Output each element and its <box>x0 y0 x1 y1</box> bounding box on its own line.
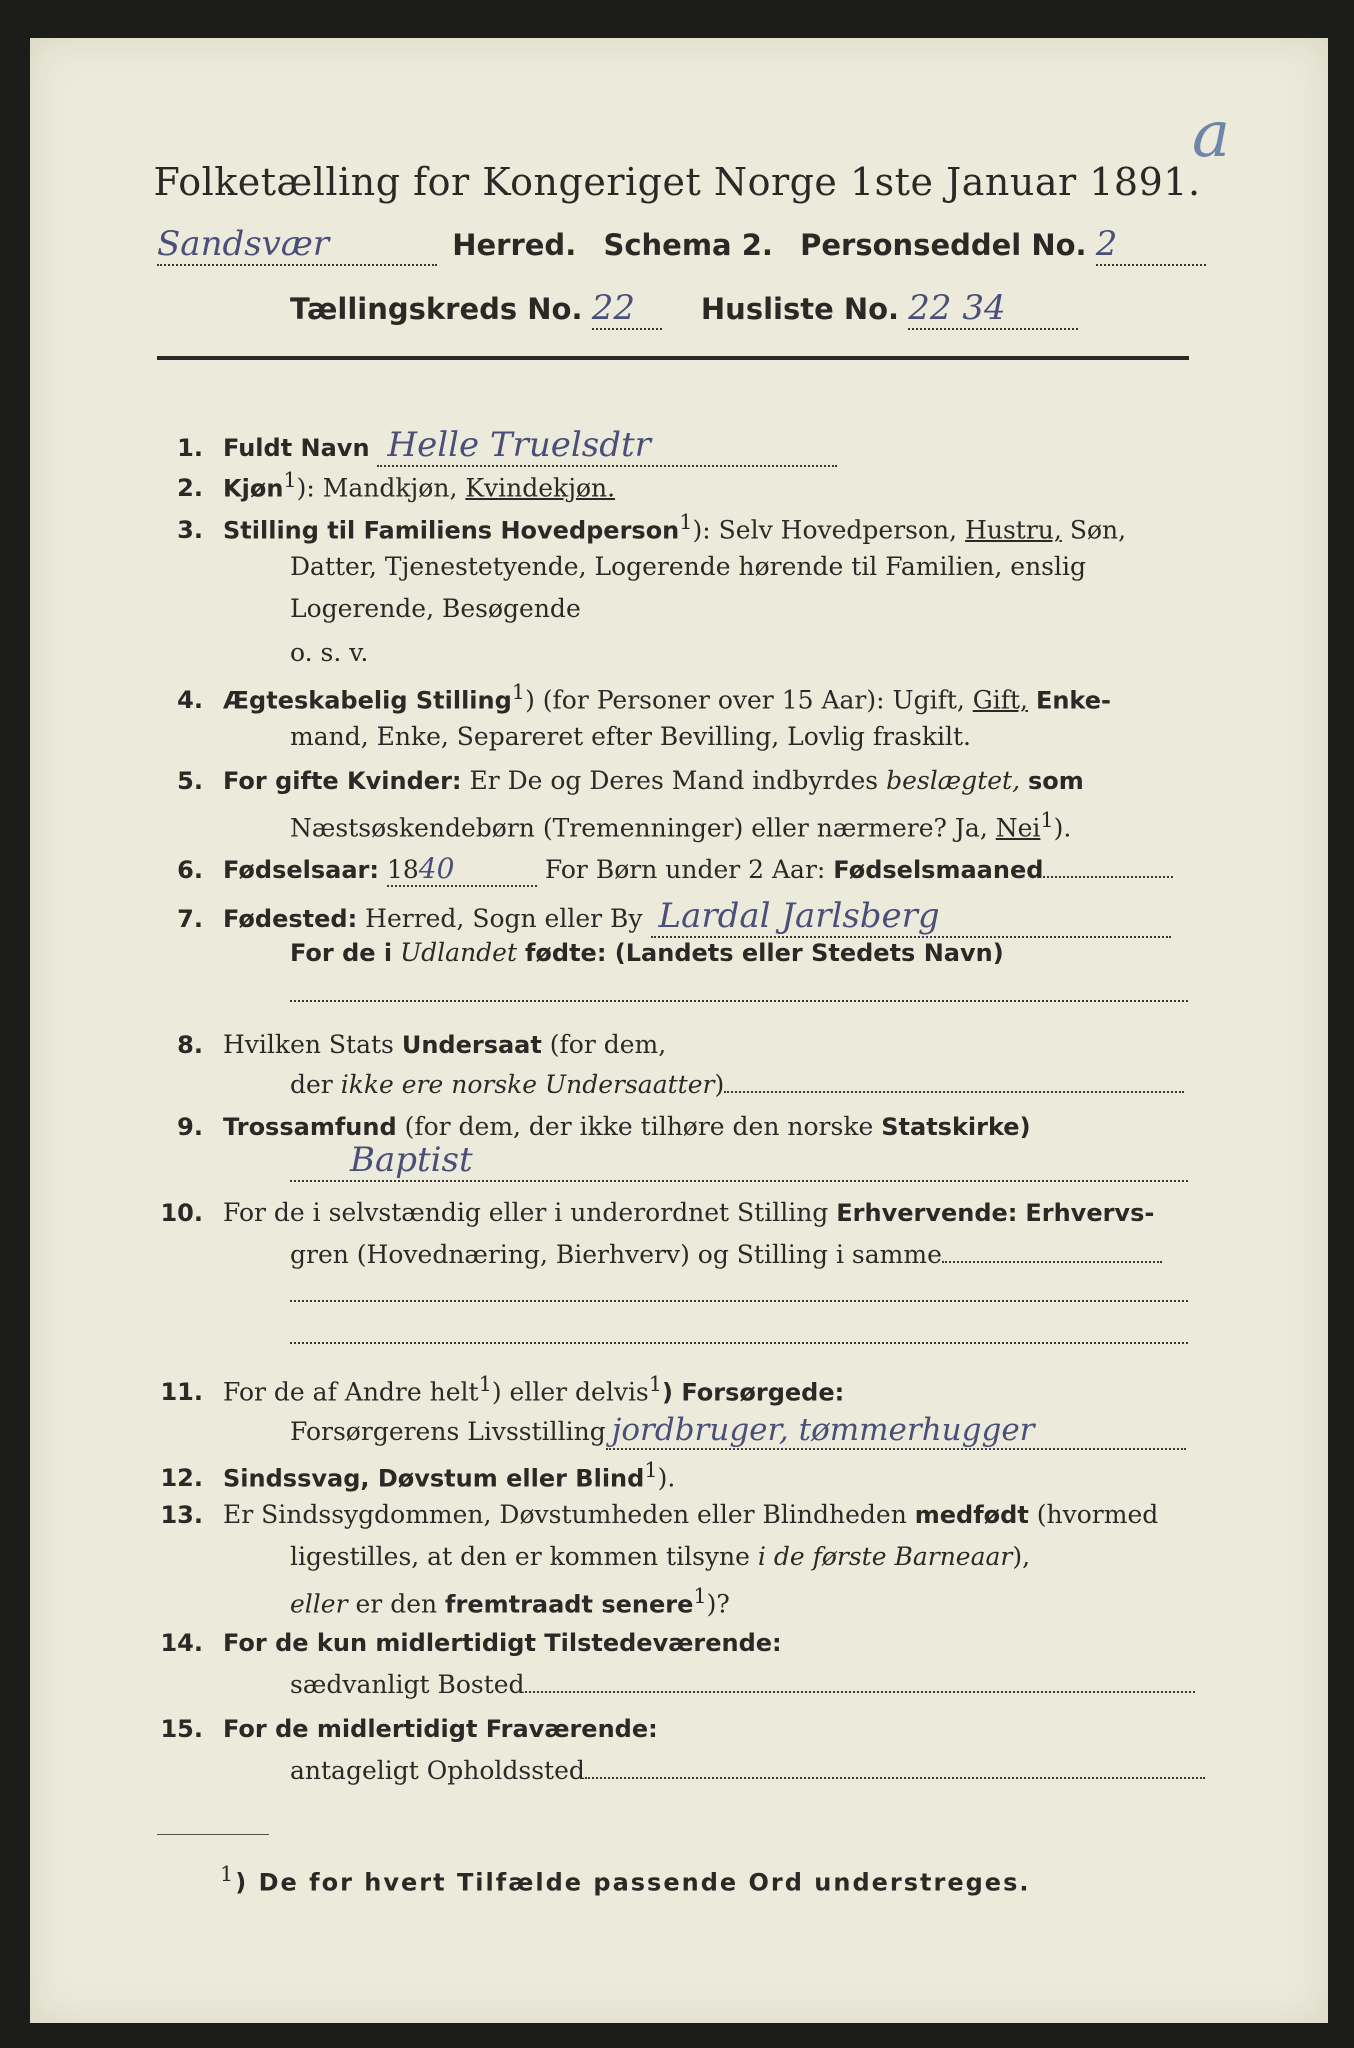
q5-text: Er De og Deres Mand indbyrdes <box>469 766 879 795</box>
q6-text: For Børn under 2 Aar: <box>544 855 826 884</box>
q11-text: For de af Andre helt <box>223 1377 479 1407</box>
question-6 <box>157 852 1173 887</box>
q4-line-2: mand, Enke, Separeret efter Bevilling, Lovlig fraskilt. <box>290 722 971 751</box>
question-9 <box>157 1112 1031 1141</box>
q11-number: 11. <box>160 1378 203 1407</box>
q1-value: Helle Truelsdtr <box>387 425 651 465</box>
q4-text: ) (for Personer over 15 Aar): Ugift, <box>525 685 965 715</box>
q5-italic: beslægtet, <box>886 766 1021 795</box>
q3-number: 3. <box>177 516 203 545</box>
q13-line-3-end: )? <box>706 1589 730 1619</box>
q2-text: ): Mandkjøn, <box>296 473 458 503</box>
q7-value: Lardal Jarlsberg <box>658 896 940 936</box>
q9-value: Baptist <box>350 1140 473 1180</box>
footnote <box>220 1862 1030 1896</box>
footnote-text: ) De for hvert Tilfælde passende Ord understreges. <box>235 1868 1031 1897</box>
q5-tail: som <box>1027 767 1084 795</box>
corner-handwritten-mark: a <box>1192 98 1231 172</box>
q6-label-2: Fødselsmaaned <box>833 856 1044 884</box>
q13-tail: (hvormed <box>1036 1500 1159 1529</box>
q5-line-2 <box>290 808 1071 842</box>
schema-label: Schema 2. <box>603 228 773 262</box>
q12-label: Sindssvag, Døvstum eller Blind <box>223 1464 645 1493</box>
herred-label: Herred. <box>452 228 577 262</box>
taellingskreds-value: 22 <box>591 288 635 328</box>
q8-label-b: Undersaat <box>401 1031 542 1059</box>
q15-line-2 <box>290 1756 1205 1785</box>
q3-text: ): Selv Hovedperson, <box>692 515 958 545</box>
husliste-label: Husliste No. <box>700 292 900 326</box>
personseddel-value: 2 <box>1095 224 1118 264</box>
q5-end: ). <box>1053 813 1072 843</box>
q10-number: 10. <box>160 1199 203 1227</box>
q3-line-2: Datter, Tjenestetyende, Logerende hørende til Familien, enslig <box>290 552 1087 581</box>
q2-number: 2. <box>177 474 203 503</box>
q1-number: 1. <box>177 434 203 462</box>
q10-tail: Erhvervs- <box>1025 1199 1155 1227</box>
header-divider <box>157 356 1189 360</box>
question-13 <box>157 1500 1158 1529</box>
q13-footnote-ref: 1 <box>693 1584 707 1608</box>
q13-line-2-italic: i de første Barneaar <box>757 1542 1013 1571</box>
q13-line-2-b: ), <box>1012 1542 1031 1571</box>
q9-answer-line <box>290 1140 1188 1182</box>
q10-answer-line-2 <box>290 1342 1188 1344</box>
question-2 <box>157 468 615 502</box>
q1-label: Fuldt Navn <box>223 434 370 462</box>
q9-text: (for dem, der ikke tilhøre den norske <box>404 1112 874 1141</box>
q11-mid: ) eller delvis <box>491 1377 649 1407</box>
q6-value: 40 <box>418 852 455 885</box>
q2-selected-option: Kvindekjøn. <box>465 473 616 503</box>
q6-label: Fødselsaar: <box>223 856 379 884</box>
q8-line-2-italic: ikke ere norske Undersaatter <box>340 1070 715 1099</box>
q13-line-3-label: fremtraadt senere <box>445 1590 694 1619</box>
q10-line-2 <box>290 1240 1162 1269</box>
q13-line-2-a: ligestilles, at den er kommen tilsyne <box>290 1542 750 1571</box>
q5-line-2-text: Næstsøskendebørn (Tremenninger) eller nærmere? Ja, <box>290 813 988 843</box>
q13-line-3-a: er den <box>355 1589 438 1619</box>
q14-number: 14. <box>160 1629 203 1657</box>
taellingskreds-label: Tællingskreds No. <box>290 292 583 326</box>
question-7 <box>157 896 1171 938</box>
question-8 <box>157 1030 666 1059</box>
q5-number: 5. <box>177 767 203 795</box>
q10-label: Erhvervende: <box>836 1199 1018 1227</box>
q12-footnote-ref: 1 <box>644 1458 658 1482</box>
header-taellingskreds-line <box>290 288 1078 330</box>
q15-label: For de midlertidigt Fraværende: <box>223 1715 658 1743</box>
q7-line-2-italic: Udlandet <box>400 938 518 967</box>
q9-tail: Statskirke) <box>881 1113 1031 1141</box>
question-10 <box>157 1198 1154 1227</box>
q4-selected-option: Gift, <box>972 685 1028 715</box>
q8-label-a: Hvilken Stats <box>223 1030 394 1059</box>
q4-tail: Enke- <box>1035 686 1111 715</box>
q2-footnote-ref: 1 <box>283 468 297 492</box>
q6-number: 6. <box>177 856 203 884</box>
q14-line-2 <box>290 1670 1195 1699</box>
q7-answer-line <box>290 1000 1188 1002</box>
question-15 <box>157 1714 658 1743</box>
q7-line-2-a: For de i <box>290 939 393 967</box>
q3-tail: Søn, <box>1069 515 1127 545</box>
q7-line-2 <box>290 938 1004 967</box>
q3-line-3: Logerende, Besøgende <box>290 594 581 623</box>
q11-line-2-text: Forsørgerens Livsstilling <box>290 1417 606 1446</box>
q8-line-2 <box>290 1070 1184 1099</box>
q11-label: ) Forsørgede: <box>662 1378 845 1407</box>
personseddel-label: Personseddel No. <box>800 228 1087 262</box>
q10-answer-line-1 <box>290 1300 1188 1302</box>
q3-label: Stilling til Familiens Hovedperson <box>223 516 680 545</box>
q14-label: For de kun midlertidigt Tilstedeværende: <box>223 1629 782 1657</box>
q13-label: medfødt <box>914 1501 1029 1529</box>
question-11 <box>157 1372 844 1406</box>
q8-line-2-a: der <box>290 1070 333 1099</box>
q2-label: Kjøn <box>223 474 284 503</box>
q5-selected-option: Nei <box>995 813 1041 843</box>
q9-label: Trossamfund <box>223 1113 397 1141</box>
form-title: Folketælling for Kongeriget Norge 1ste Januar 1891. <box>153 160 1201 204</box>
q13-text: Er Sindssygdommen, Døvstumheden eller Blindheden <box>223 1500 907 1529</box>
q13-line-3-italic: eller <box>290 1589 348 1619</box>
q12-number: 12. <box>160 1464 203 1493</box>
husliste-value: 22 34 <box>908 288 1006 328</box>
q8-text: (for dem, <box>549 1030 667 1059</box>
footnote-marker: 1 <box>220 1862 236 1886</box>
q11-value: jordbruger, tømmerhugger <box>611 1412 1035 1448</box>
q13-line-2 <box>290 1542 1030 1571</box>
question-5 <box>157 766 1084 795</box>
q5-footnote-ref: 1 <box>1040 808 1054 832</box>
q15-number: 15. <box>160 1715 203 1743</box>
question-12 <box>157 1458 675 1492</box>
q11-line-2 <box>290 1412 1186 1450</box>
question-4 <box>157 680 1111 714</box>
q13-line-3 <box>290 1584 730 1618</box>
q10-text: For de i selvstændig eller i underordnet Stilling <box>223 1198 829 1227</box>
q5-label: For gifte Kvinder: <box>223 767 462 795</box>
q13-number: 13. <box>160 1501 203 1529</box>
q4-number: 4. <box>177 686 203 715</box>
q12-end: ). <box>657 1463 676 1493</box>
herred-value: Sandsvær <box>157 224 330 264</box>
question-1 <box>157 425 837 467</box>
q8-number: 8. <box>177 1031 203 1059</box>
footnote-divider <box>157 1834 269 1835</box>
q7-number: 7. <box>177 905 203 933</box>
q3-line-4: o. s. v. <box>290 638 369 667</box>
q10-line-2-text: gren (Hovednæring, Bierhverv) og Stilling i samme <box>290 1240 942 1269</box>
q11-footnote-ref-2: 1 <box>648 1372 663 1396</box>
q6-prefix: 18 <box>386 855 419 884</box>
q4-label: Ægteskabelig Stilling <box>223 686 512 715</box>
q8-line-2-b: ) <box>714 1070 725 1099</box>
q3-selected-option: Hustru, <box>965 515 1062 545</box>
q7-text: Herred, Sogn eller By <box>365 904 643 933</box>
q9-number: 9. <box>177 1113 203 1141</box>
q7-label: Fødested: <box>223 905 358 933</box>
question-14 <box>157 1628 782 1657</box>
q3-footnote-ref: 1 <box>679 510 693 534</box>
q14-line-2-text: sædvanligt Bosted <box>290 1670 525 1699</box>
question-3 <box>157 510 1126 544</box>
q15-line-2-text: antageligt Opholdssted <box>290 1756 585 1785</box>
q4-footnote-ref: 1 <box>511 680 526 704</box>
q11-footnote-ref: 1 <box>478 1372 492 1396</box>
q7-line-2-b: fødte: (Landets eller Stedets Navn) <box>524 939 1004 967</box>
header-herred-line <box>157 224 1206 266</box>
